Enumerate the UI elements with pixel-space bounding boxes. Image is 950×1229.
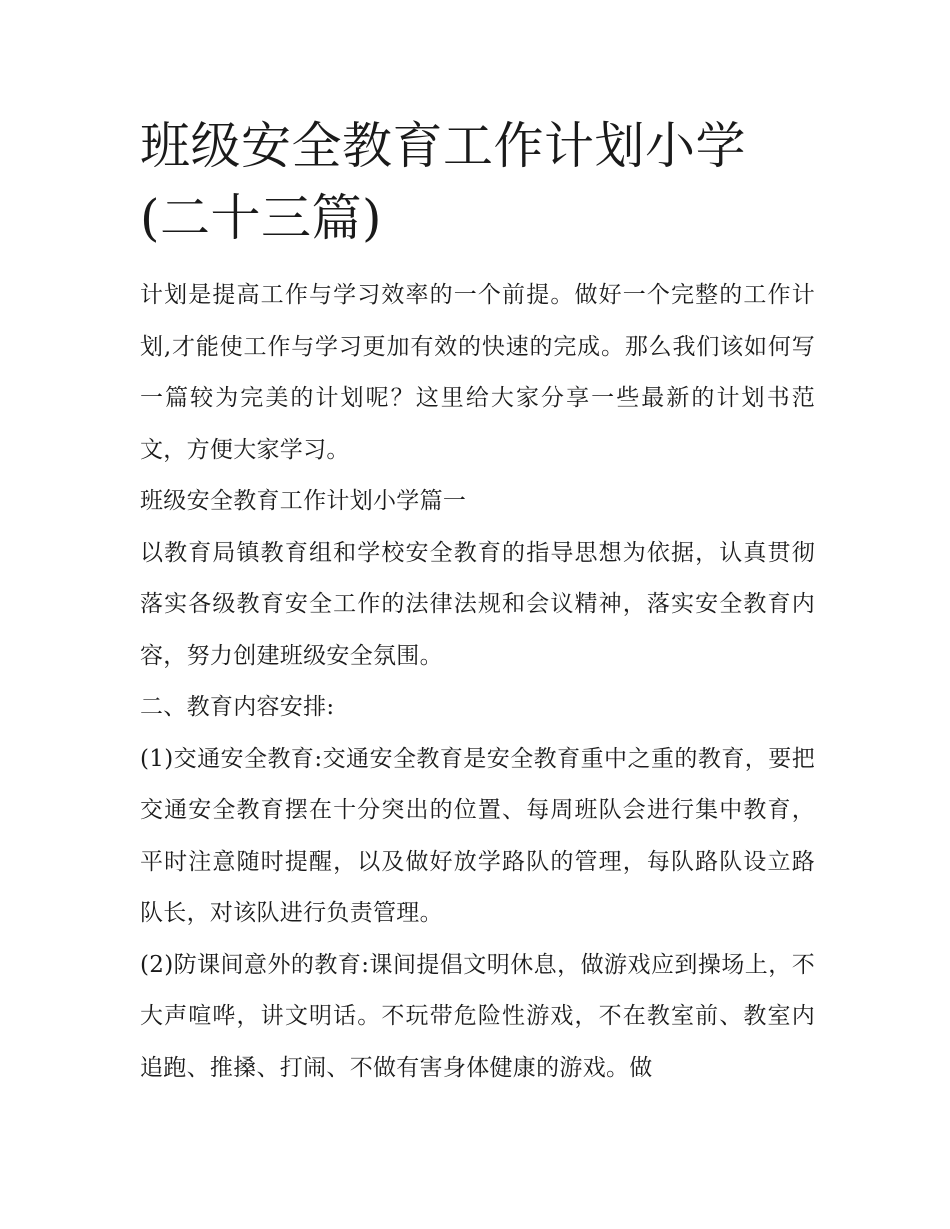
document-body [140,270,815,1094]
intro-paragraph: 计划是提高工作与学习效率的一个前提。做好一个完整的工作计划,才能使工作与学习更加有效的快速的完成。那么我们该如何写一篇较为完美的计划呢？这里给大家分享一些最新的计划书范文，方便大家学习。 [140,282,815,463]
content-arrangement-heading: 二、教育内容安排: [140,694,335,720]
guiding-ideas-paragraph: 以教育局镇教育组和学校安全教育的指导思想为依据，认真贯彻落实各级教育安全工作的法律法规和会议精神，落实安全教育内容，努力创建班级安全氛围。 [140,539,815,669]
traffic-safety-paragraph: (1)交通安全教育:交通安全教育是安全教育重中之重的教育，要把交通安全教育摆在十分突出的位置、每周班队会进行集中教育，平时注意随时提醒，以及做好放学路队的管理，每队路队设立路队长，对该队进行负责管理。 [140,745,815,926]
document-title: 班级安全教育工作计划小学(二十三篇) [140,117,746,247]
recess-safety-paragraph: (2)防课间意外的教育:课间提倡文明休息，做游戏应到操场上，不大声喧哗，讲文明话。不玩带危险性游戏，不在教室前、教室内追跑、推搡、打闹、不做有害身体健康的游戏。做 [140,951,815,1081]
section-heading: 班级安全教育工作计划小学篇一 [140,488,467,514]
document-page [140,110,815,1094]
